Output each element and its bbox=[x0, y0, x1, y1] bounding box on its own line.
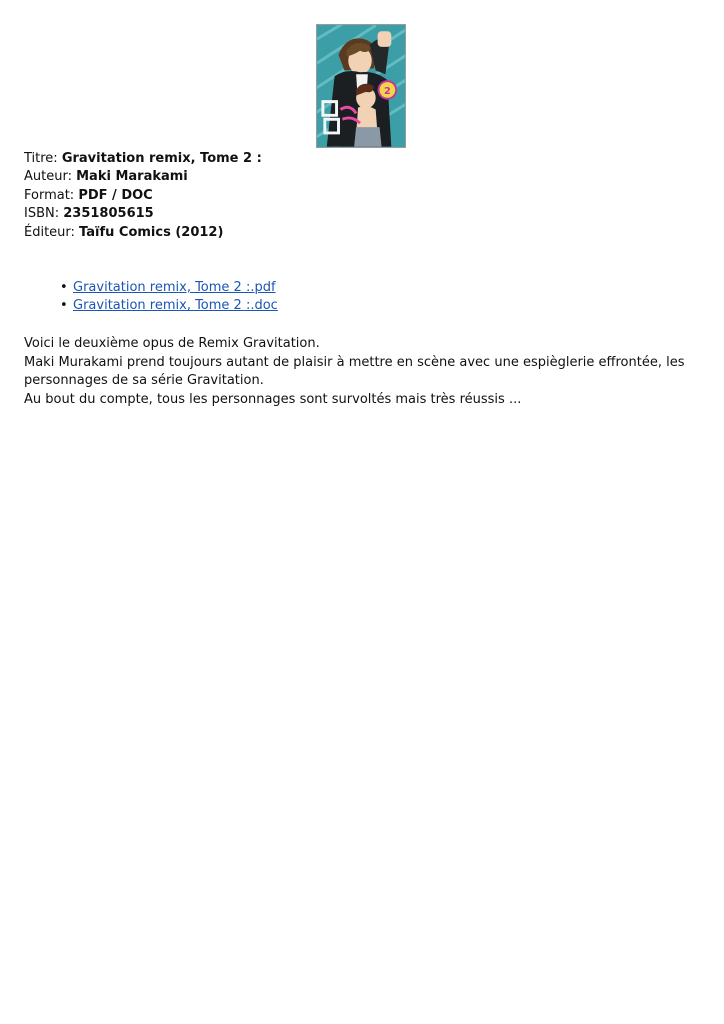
book-cover-image bbox=[316, 24, 406, 148]
publisher-row bbox=[24, 224, 704, 242]
title-label: Titre: bbox=[24, 151, 62, 166]
description-line-1: Voici le deuxième opus de Remix Gravitation. bbox=[24, 336, 320, 351]
cover-illustration bbox=[317, 25, 405, 147]
bullet-icon: • bbox=[60, 280, 68, 295]
title-row bbox=[24, 150, 704, 168]
publisher-label: Éditeur: bbox=[24, 224, 80, 240]
list-item bbox=[60, 297, 278, 315]
author-row bbox=[24, 168, 704, 186]
title-value: Gravitation remix, Tome 2 : bbox=[61, 151, 262, 166]
download-doc-link[interactable]: Gravitation remix, Tome 2 :.doc bbox=[73, 298, 278, 314]
format-row bbox=[24, 187, 704, 205]
book-metadata bbox=[24, 150, 704, 242]
isbn-label: ISBN: bbox=[24, 206, 64, 222]
isbn-value: 2351805615 bbox=[63, 206, 154, 222]
list-item bbox=[60, 279, 278, 297]
svg-text:2: 2 bbox=[384, 85, 391, 97]
isbn-row bbox=[24, 205, 704, 223]
description-line-3: Au bout du compte, tous les personnages sont survoltés mais très réussis ... bbox=[24, 391, 522, 407]
format-value: PDF / DOC bbox=[78, 187, 153, 203]
download-pdf-link[interactable]: Gravitation remix, Tome 2 :.pdf bbox=[73, 280, 276, 295]
format-label: Format: bbox=[24, 187, 79, 203]
publisher-value: Taïfu Comics (2012) bbox=[79, 224, 224, 240]
description-line-2: Maki Murakami prend toujours autant de plaisir à mettre en scène avec une espièglerie effrontée, les personnages de sa série Gravitation. bbox=[24, 354, 685, 389]
author-value: Maki Marakami bbox=[76, 169, 188, 185]
book-description bbox=[24, 335, 708, 409]
bullet-icon: • bbox=[60, 298, 68, 314]
author-label: Auteur: bbox=[24, 169, 77, 185]
download-links-list bbox=[60, 279, 278, 316]
